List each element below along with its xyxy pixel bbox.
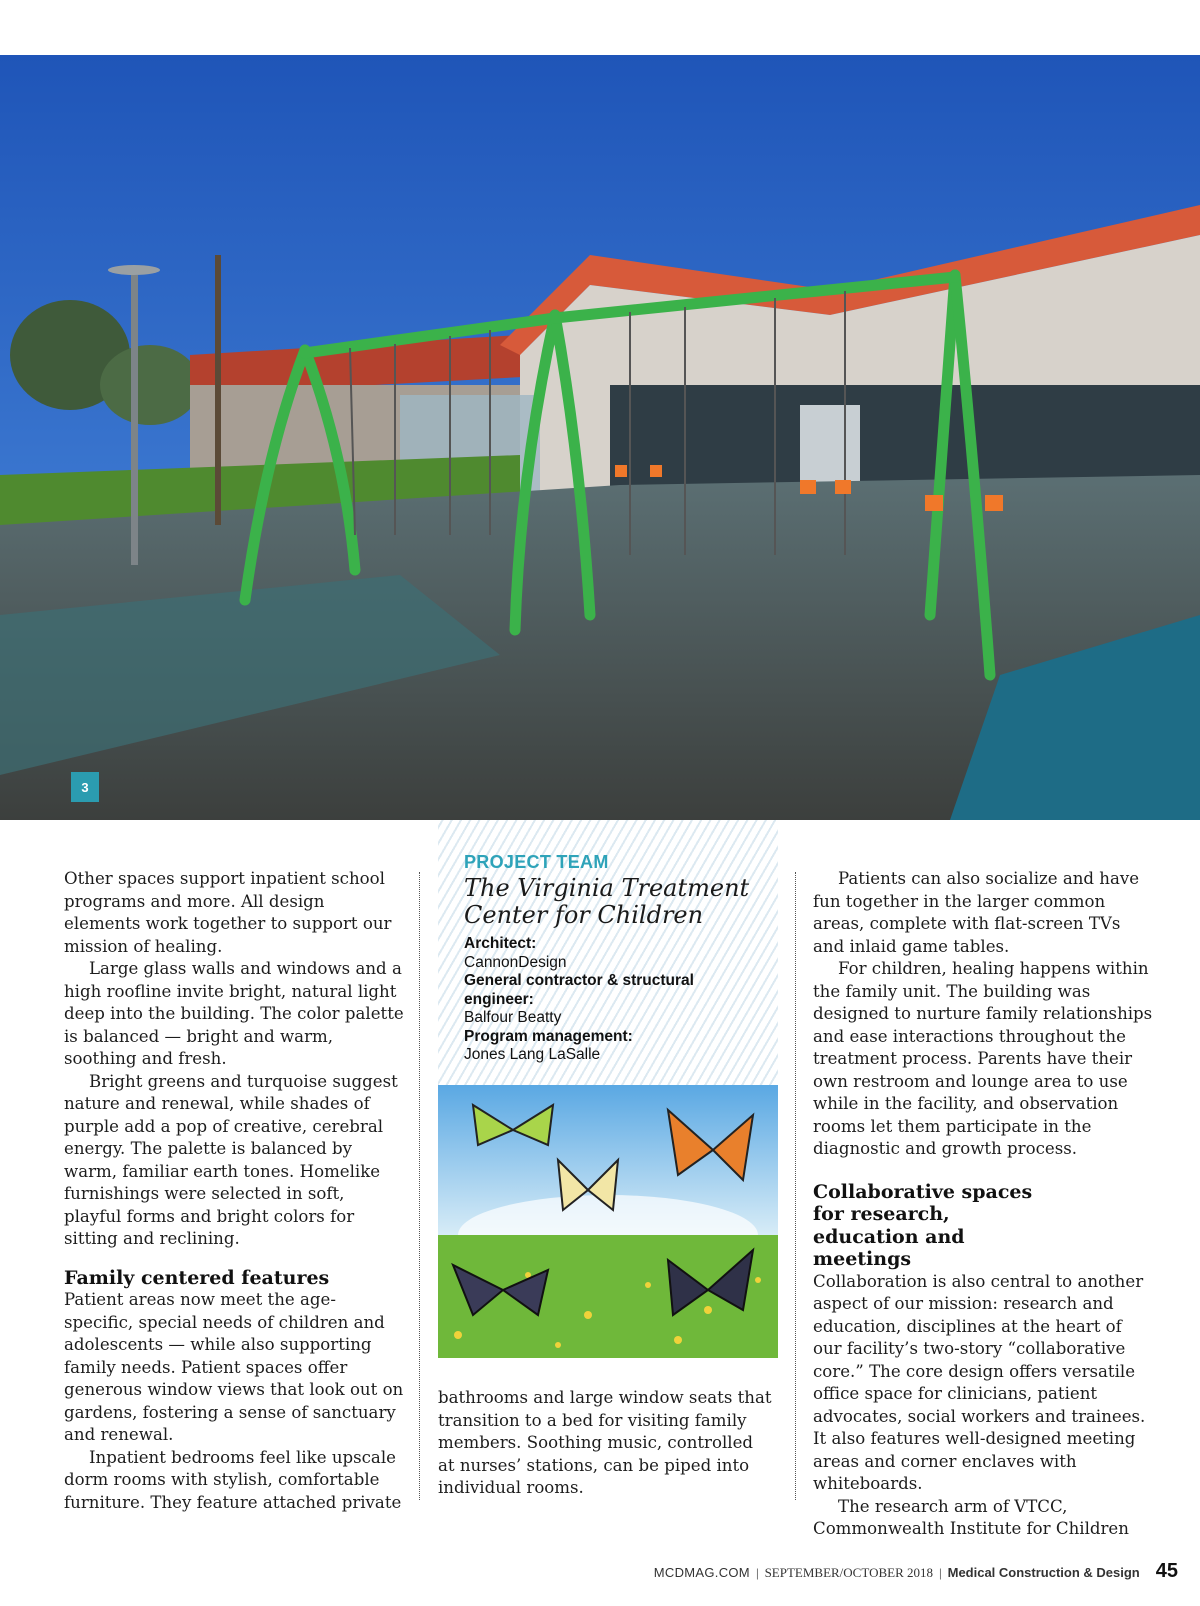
- playground-photo: [0, 55, 1200, 820]
- paragraph: Collaboration is also central to another aspect of our mission: research and education, disciplines at the heart of our facility’s two-story “collaborative core.” The core design offers versatile office space for clinicians, patient advocates, social workers and trainees. It also features well-designed meeting areas and corner enclaves with whiteboards.: [813, 1271, 1146, 1493]
- article-column-1: [64, 868, 404, 1514]
- magazine-name: Medical Construction & Design: [947, 1565, 1140, 1580]
- paragraph: Patients can also socialize and have fun together in the larger common areas, complete with flat-screen TVs and inlaid game tables.: [813, 869, 1140, 956]
- paragraph: The research arm of VTCC, Commonwealth Institute for Children: [813, 1496, 1129, 1538]
- paragraph: For children, healing happens within the family unit. The building was designed to nurture family relationships and ease interactions throughout the treatment process. Parents have their own restroom and lounge area to use while in the facility, and observation rooms let them participate in the diagnostic and growth process.: [813, 959, 1153, 1158]
- team-name: Jones Lang LaSalle: [464, 1046, 601, 1063]
- team-name: CannonDesign: [464, 953, 567, 971]
- team-role: Architect:: [464, 935, 537, 952]
- team-role: Program management:: [464, 1027, 633, 1045]
- section-heading: Family centered features: [64, 1266, 330, 1289]
- paragraph: Inpatient bedrooms feel like upscale dorm rooms with stylish, comfortable furniture. They feature attached private: [64, 1447, 402, 1512]
- paragraph: Other spaces support inpatient school programs and more. All design elements work together to support our mission of healing.: [64, 869, 392, 956]
- issue-date: SEPTEMBER/OCTOBER 2018: [764, 1565, 933, 1580]
- paragraph: Large glass walls and windows and a high roofline invite bright, natural light deep into the building. The color palette is balanced — bright and warm, soothing and fresh.: [64, 959, 404, 1068]
- column-divider: [419, 872, 420, 1500]
- paragraph: Bright greens and turquoise suggest nature and renewal, while shades of purple add a pop of creative, cerebral energy. The palette is balanced by warm, familiar earth tones. Homelike furnishings were selected in soft, playful forms and bright colors for sitting and reclining.: [64, 1071, 398, 1248]
- butterfly-mural-image: [438, 1085, 778, 1358]
- article-column-3: [813, 868, 1155, 1541]
- sidebar-label: PROJECT TEAM: [464, 852, 609, 872]
- footer-separator: |: [939, 1565, 942, 1580]
- team-role: General contractor & structural engineer:: [464, 972, 694, 1008]
- site-url: MCDMAG.COM: [653, 1565, 750, 1580]
- paragraph: bathrooms and large window seats that transition to a bed for visiting family members. Soothing music, controlled at nurses’ stations, can be piped into individual rooms.: [438, 1388, 772, 1497]
- paragraph: Patient areas now meet the age-specific, special needs of children and adolescents — while also supporting family needs. Patient spaces offer generous window views that look out on gardens, fostering a sense of sanctuary and renewal.: [64, 1290, 404, 1444]
- page-number: 45: [1155, 1560, 1178, 1582]
- page-footer: [654, 1560, 1178, 1583]
- photo-number-badge: 3: [71, 772, 99, 802]
- team-name: Balfour Beatty: [464, 1009, 562, 1026]
- footer-separator: |: [755, 1565, 759, 1580]
- section-heading: Collaborative spaces for research, education and meetings: [813, 1180, 1033, 1270]
- column-divider: [795, 872, 796, 1500]
- team-list: [464, 935, 764, 1065]
- sidebar-title: The Virginia Treatment Center for Children: [464, 874, 750, 929]
- article-column-2: [438, 1387, 773, 1500]
